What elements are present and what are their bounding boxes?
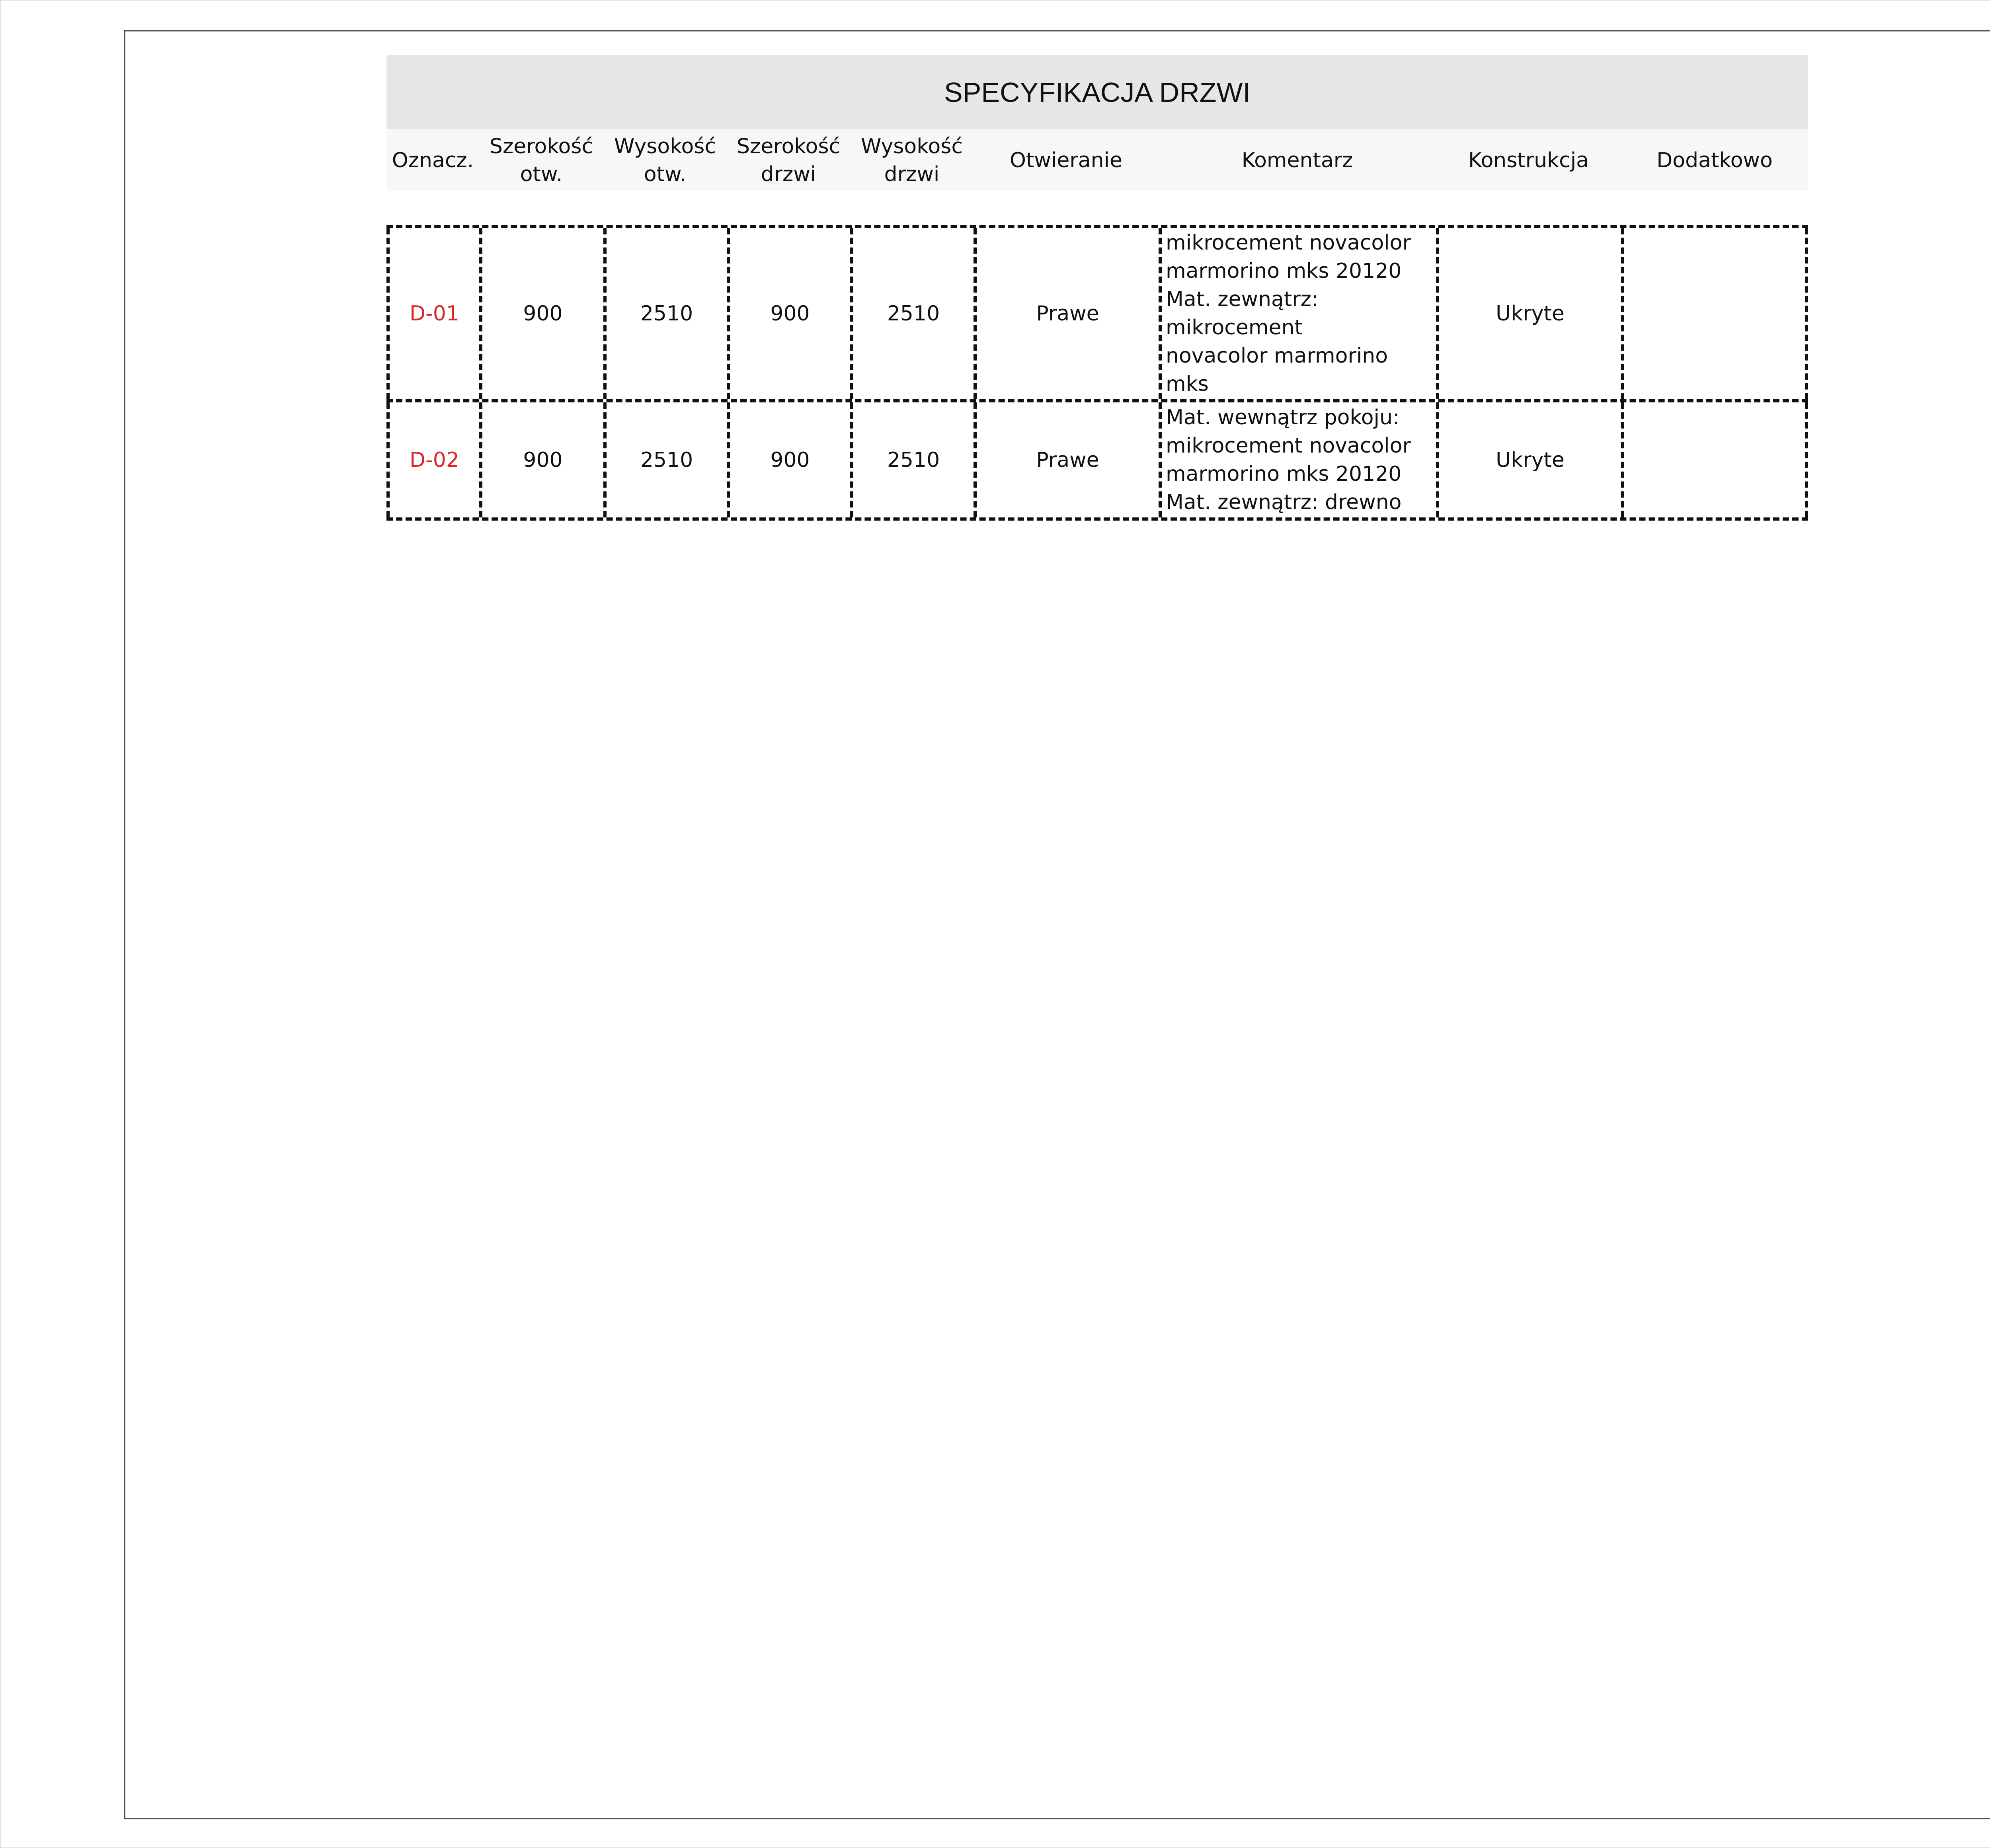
- cell-opening-width: 900: [479, 402, 603, 517]
- table-row: [386, 225, 1808, 399]
- door-schedule: [386, 55, 1808, 521]
- cell-door-height: 2510: [850, 228, 974, 399]
- cell-door-width: 900: [727, 402, 850, 517]
- schedule-rows: [386, 225, 1808, 521]
- cell-comment: mikrocement novacolor marmorino mks 20120 Mat. zewnątrz: mikrocement novacolor marmorino mks: [1159, 228, 1436, 399]
- cell-door-height: 2510: [850, 402, 974, 517]
- cell-opening-height: 2510: [603, 228, 727, 399]
- header-comment: Komentarz: [1241, 148, 1353, 172]
- header-extra: Dodatkowo: [1656, 148, 1773, 172]
- header-opening-width: Szerokość otw.: [489, 134, 593, 186]
- header-construction: Konstrukcja: [1468, 148, 1589, 172]
- cell-swing: Prawe: [974, 402, 1159, 517]
- header-opening-height: Wysokość otw.: [614, 134, 716, 186]
- cell-construction: Ukryte: [1436, 228, 1621, 399]
- schedule-header: [386, 129, 1808, 191]
- cell-door-width: 900: [727, 228, 850, 399]
- header-door-height: Wysokość drzwi: [861, 134, 963, 186]
- header-swing: Otwieranie: [1010, 148, 1122, 172]
- schedule-title: SPECYFIKACJA DRZWI: [386, 55, 1808, 129]
- cell-opening-width: 900: [479, 228, 603, 399]
- cell-extra: [1621, 402, 1808, 517]
- cell-construction: Ukryte: [1436, 402, 1621, 517]
- cell-mark: D-01: [386, 228, 479, 399]
- header-door-width: Szerokość drzwi: [736, 134, 841, 186]
- table-row: [386, 399, 1808, 521]
- cell-comment: Mat. wewnątrz pokoju: mikrocement novacolor marmorino mks 20120 Mat. zewnątrz: drewno: [1159, 402, 1436, 517]
- cell-opening-height: 2510: [603, 402, 727, 517]
- header-mark: Oznacz.: [392, 148, 474, 172]
- cell-mark: D-02: [386, 402, 479, 517]
- cell-extra: [1621, 228, 1808, 399]
- cell-swing: Prawe: [974, 228, 1159, 399]
